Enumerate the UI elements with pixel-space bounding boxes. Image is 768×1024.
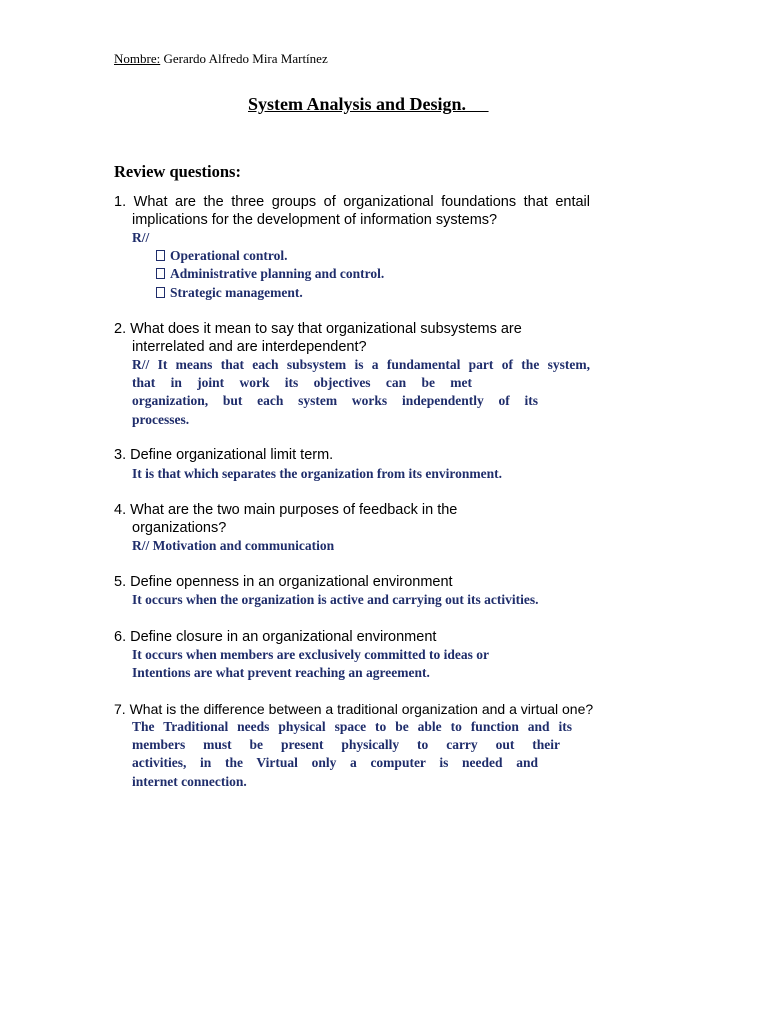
answer-7-line-3: activities, in the Virtual only a computer is needed and	[132, 755, 538, 770]
question-7-line-1: 7. What is the difference between a traditional organization and a virtual one?	[114, 701, 594, 717]
answer-6-line-2: Intentions are what prevent reaching an agreement.	[132, 665, 430, 680]
document-title: System Analysis and Design.	[248, 94, 489, 114]
bullet-text: Operational control.	[170, 248, 288, 263]
answer-5-line-1: It occurs when the organization is active and carrying out its activities.	[132, 592, 539, 607]
checkbox-bullet-icon	[156, 287, 165, 298]
answer-2-line-2: that in joint work its objectives can be met	[132, 375, 472, 390]
name-line	[114, 51, 328, 67]
answer-2-line-3: organization, but each system works independently of its	[132, 393, 538, 408]
question-3-line-1: 3. Define organizational limit term.	[114, 447, 334, 463]
answer-3-line-1: It is that which separates the organization from its environment.	[132, 466, 502, 481]
answer-4-line-1: R// Motivation and communication	[132, 538, 335, 553]
question-4-line-1: 4. What are the two main purposes of feedback in the	[114, 502, 458, 518]
name-value: Gerardo Alfredo Mira Martínez	[160, 51, 328, 66]
answer-1-prefix: R//	[132, 230, 150, 245]
section-title: Review questions:	[114, 162, 241, 181]
question-1-line-2: implications for the development of information systems?	[132, 212, 498, 228]
answer-2-line-4: processes.	[132, 412, 190, 427]
question-1-line-1: 1. What are the three groups of organizational foundations that entail	[114, 194, 590, 210]
checkbox-bullet-icon	[156, 250, 165, 261]
answer-7-line-2: members must be present physically to carry out their	[132, 737, 560, 752]
answer-1-bullet-2	[156, 265, 384, 283]
name-label: Nombre:	[114, 51, 161, 66]
bullet-text: Strategic management.	[170, 285, 303, 300]
answer-6-line-1: It occurs when members are exclusively committed to ideas or	[132, 647, 490, 662]
answer-7-line-4: internet connection.	[132, 774, 247, 789]
bullet-text: Administrative planning and control.	[170, 266, 385, 281]
answer-7-line-1: The Traditional needs physical space to be able to function and its	[132, 719, 572, 734]
question-6-line-1: 6. Define closure in an organizational environment	[114, 629, 437, 645]
checkbox-bullet-icon	[156, 268, 165, 279]
answer-1-bullet-3	[156, 284, 303, 302]
answer-2-line-1: R// It means that each subsystem is a fundamental part of the system,	[132, 357, 590, 372]
question-5-line-1: 5. Define openness in an organizational environment	[114, 574, 453, 590]
question-2-line-1: 2. What does it mean to say that organizational subsystems are	[114, 321, 522, 337]
answer-1-bullet-1	[156, 247, 288, 265]
question-4-line-2: organizations?	[132, 520, 227, 536]
question-2-line-2: interrelated and are interdependent?	[132, 339, 367, 355]
